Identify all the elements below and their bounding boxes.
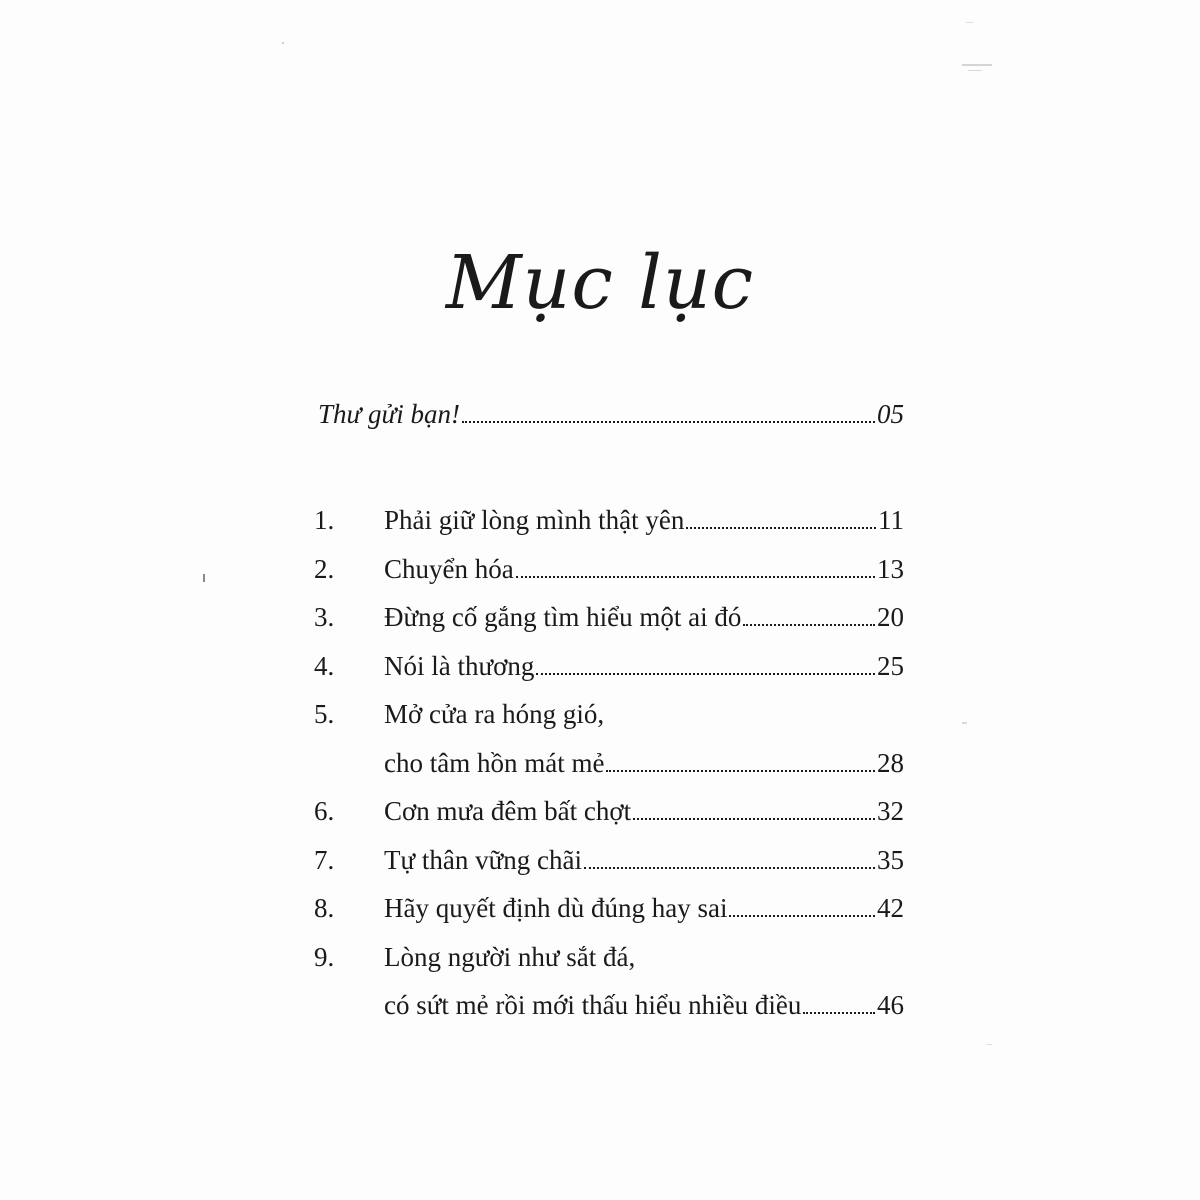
toc-entry <box>314 545 904 594</box>
entry-title: Phải giữ lòng mình thật yên <box>384 505 685 535</box>
toc-entry <box>314 884 904 933</box>
entry-number: 2. <box>314 553 335 584</box>
toc-entry-continuation <box>314 739 904 788</box>
toc-entry <box>314 933 904 982</box>
letter-page-number: 05 <box>877 399 904 429</box>
entry-title-line: cho tâm hồn mát mẻ <box>384 747 605 778</box>
dot-leader <box>462 421 875 423</box>
dot-leader <box>729 915 875 917</box>
entry-title: Hãy quyết định dù đúng hay sai <box>384 893 728 923</box>
toc-entry <box>314 593 904 642</box>
entry-page-number: 25 <box>877 650 904 681</box>
entry-title: Nói là thương <box>384 650 535 681</box>
entry-title: Tự thân vững chãi <box>384 844 582 875</box>
entry-title: Đừng cố gắng tìm hiểu một ai đó <box>384 602 742 632</box>
entry-page-number: 32 <box>877 796 904 826</box>
speck <box>203 574 205 582</box>
letter-label: Thư gửi bạn! <box>318 399 460 429</box>
entry-number: 8. <box>314 893 335 923</box>
entry-page-number: 35 <box>877 844 904 875</box>
toc-entry <box>314 496 904 545</box>
entry-title-line: Lòng người như sắt đá, <box>384 941 636 972</box>
entry-number: 3. <box>314 602 335 632</box>
toc-entry <box>314 690 904 739</box>
dot-leader <box>743 624 875 626</box>
toc-entry <box>314 787 904 836</box>
entry-title: Chuyển hóa <box>384 553 514 584</box>
dot-leader <box>584 867 875 869</box>
entry-title: Cơn mưa đêm bất chợt <box>384 796 632 826</box>
entry-number: 4. <box>314 650 335 681</box>
speck <box>968 70 982 71</box>
entry-number: 1. <box>314 505 335 535</box>
speck <box>962 722 967 724</box>
entry-title-line: Mở cửa ra hóng gió, <box>384 699 605 729</box>
toc-entry <box>314 836 904 885</box>
table-of-contents <box>314 496 904 1030</box>
dot-leader <box>803 1012 875 1014</box>
entry-page-number: 13 <box>877 553 904 584</box>
speck <box>966 22 974 23</box>
dot-leader <box>606 770 875 772</box>
entry-page-number: 11 <box>878 505 904 535</box>
speck <box>986 1044 992 1045</box>
speck <box>962 64 992 66</box>
toc-entry-continuation <box>314 981 904 1030</box>
entry-page-number: 46 <box>877 990 904 1020</box>
entry-page-number: 42 <box>877 893 904 923</box>
entry-number: 7. <box>314 844 335 875</box>
entry-page-number: 20 <box>877 602 904 632</box>
entry-number: 6. <box>314 796 335 826</box>
speck <box>282 42 284 44</box>
page-title: Mục lục <box>445 240 755 326</box>
entry-number: 5. <box>314 699 335 729</box>
dot-leader <box>536 673 875 675</box>
dot-leader <box>686 527 876 529</box>
toc-entry <box>314 642 904 691</box>
entry-title-line: có sứt mẻ rồi mới thấu hiểu nhiều điều <box>384 990 802 1020</box>
entry-page-number: 28 <box>877 747 904 778</box>
entry-number: 9. <box>314 941 335 972</box>
toc-letter-entry <box>318 394 904 434</box>
dot-leader <box>633 818 875 820</box>
dot-leader <box>516 576 875 578</box>
